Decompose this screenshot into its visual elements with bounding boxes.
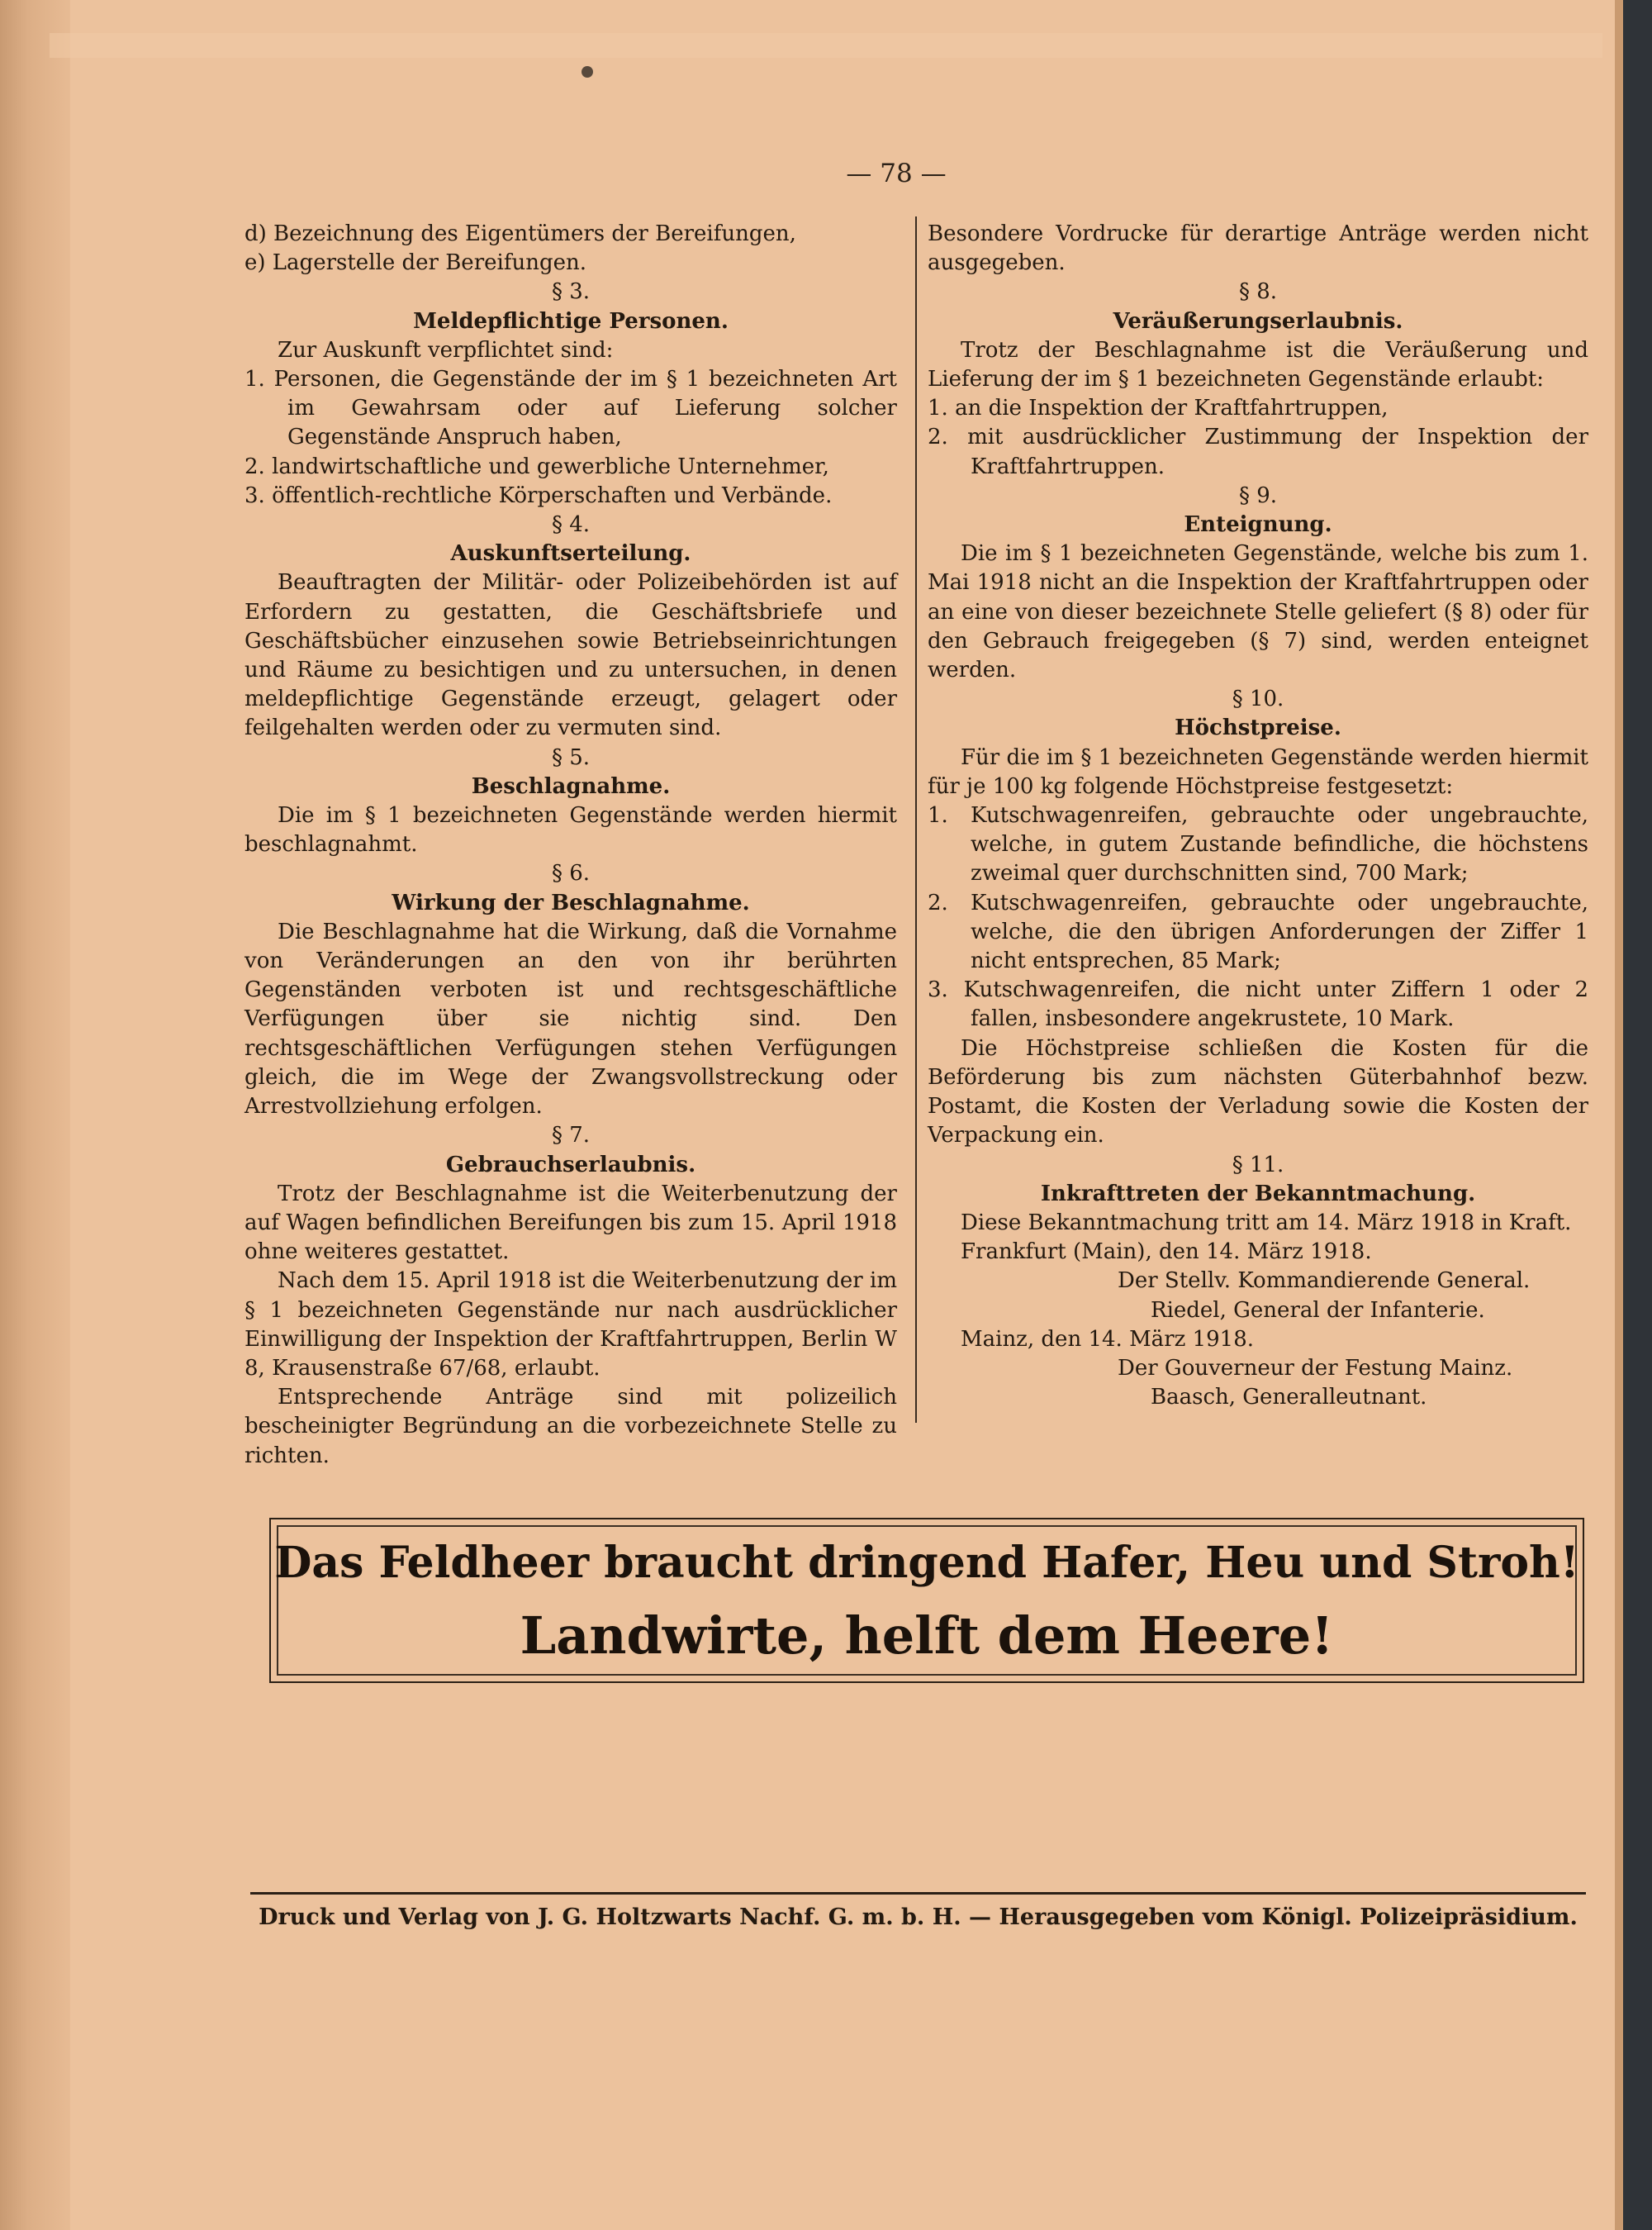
footer-rule (250, 1892, 1586, 1895)
signer-name: Baasch, Generalleutnant. (1151, 1385, 1427, 1410)
list-item: 1. Personen, die Gegenstände der im § 1 bezeichneten Art im Gewahrsam oder auf Lieferung solcher Gegenstände Anspruch haben, (244, 367, 897, 450)
list-item: 3. öffentlich-rechtliche Körperschaften und Verbände. (244, 483, 833, 508)
section-title: Veräußerungserlaubnis. (1113, 308, 1403, 334)
section-number: § 7. (551, 1123, 591, 1148)
section-intro: Trotz der Beschlagnahme ist die Veräußerung und Lieferung der im § 1 bezeichneten Gegenstände erlaubt: (928, 337, 1588, 392)
section-title: Enteignung. (1184, 512, 1332, 538)
section-title: Wirkung der Beschlagnahme. (392, 890, 750, 915)
list-item: 2. mit ausdrücklicher Zustimmung der Inspektion der Kraftfahrtruppen. (928, 425, 1588, 479)
section-title: Beschlagnahme. (471, 773, 671, 799)
right-column (928, 220, 1588, 1412)
section-title: Gebrauchserlaubnis. (445, 1152, 696, 1177)
left-column (244, 220, 897, 1471)
section-number: § 9. (1238, 483, 1278, 508)
signer-title: Der Stellv. Kommandierende General. (1118, 1268, 1531, 1294)
section-text: Die im § 1 bezeichneten Gegenstände werden hiermit beschlagnahmt. (244, 803, 897, 858)
binding-hole (582, 66, 593, 78)
section-text: Trotz der Beschlagnahme ist die Weiterbenutzung der auf Wagen befindlichen Bereifungen bis zum 15. April 1918 ohne weiteres gestattet. (244, 1181, 897, 1265)
list-item: 1. Kutschwagenreifen, gebrauchte oder ungebrauchte, welche, in gutem Zustande befindliche, die höchstens zweimal quer durchschnitten sind, 700 Mark; (928, 803, 1588, 887)
place-date: Frankfurt (Main), den 14. März 1918. (961, 1239, 1372, 1265)
section-intro: Für die im § 1 bezeichneten Gegenstände werden hiermit für je 100 kg folgende Höchstpreise festgesetzt: (928, 744, 1588, 799)
section-text: Besondere Vordrucke für derartige Anträge werden nicht ausgegeben. (928, 221, 1588, 276)
section-text: Nach dem 15. April 1918 ist die Weiterbenutzung der im § 1 bezeichneten Gegenstände nur nach ausdrücklicher Einwilligung der Inspektion der Kraftfahrtruppen, Berlin W 8, Krausenstraße 67/68, erlaubt. (244, 1268, 897, 1381)
section-text: Die im § 1 bezeichneten Gegenstände, welche bis zum 1. Mai 1918 nicht an die Inspektion der Kraftfahrtruppen oder an eine von dieser bezeichnete Stelle geliefert (§ 8) oder für den Gebrauch freigegeben (§ 7) sind, werden enteignet werden. (928, 541, 1588, 683)
place-date: Mainz, den 14. März 1918. (961, 1326, 1255, 1352)
signer-title: Der Gouverneur der Festung Mainz. (1118, 1355, 1513, 1381)
section-text: Die Höchstpreise schließen die Kosten für die Beförderung bis zum nächsten Güterbahnhof bezw. Postamt, die Kosten der Verladung sowie die Kosten der Verpackung ein. (928, 1035, 1588, 1148)
section-number: § 6. (551, 861, 591, 887)
page-top-band (50, 33, 1602, 58)
section-intro: Zur Auskunft verpflichtet sind: (278, 337, 614, 363)
list-item: e) Lagerstelle der Bereifungen. (244, 250, 586, 276)
section-title: Inkrafttreten der Bekanntmachung. (1040, 1181, 1476, 1206)
list-item: 2. Kutschwagenreifen, gebrauchte oder ungebrauchte, welche, die den übrigen Anforderungen der Ziffer 1 nicht entsprechen, 85 Mark; (928, 890, 1588, 974)
section-text: Die Beschlagnahme hat die Wirkung, daß die Vornahme von Veränderungen an den von ihr berührten Gegenständen verboten ist und rechtsgeschäftliche Verfügungen über sie nichtig sind. Den rechtsgeschäftlichen Verfügungen stehen Verfügungen gleich, die im Wege der Zwangsvollstreckung oder Arrestvollziehung erfolgen. (244, 919, 897, 1120)
section-title: Meldepflichtige Personen. (413, 308, 729, 334)
page-number: — 78 — (846, 159, 947, 188)
section-title: Höchstpreise. (1175, 716, 1341, 741)
section-number: § 10. (1232, 687, 1284, 712)
imprint-footer: Druck und Verlag von J. G. Holtzwarts Nachf. G. m. b. H. — Herausgegeben vom Königl. Polizeipräsidium. (259, 1904, 1578, 1930)
section-text: Diese Bekanntmachung tritt am 14. März 1918 in Kraft. (961, 1210, 1572, 1235)
section-number: § 3. (551, 279, 591, 305)
list-item: 1. an die Inspektion der Kraftfahrtruppen, (928, 396, 1389, 421)
section-number: § 8. (1238, 279, 1278, 305)
section-title: Auskunftserteilung. (450, 541, 691, 567)
list-item: d) Bezeichnung des Eigentümers der Bereifungen, (244, 221, 796, 246)
appeal-banner (269, 1518, 1584, 1683)
banner-line-2: Landwirte, helft dem Heere! (520, 1605, 1334, 1666)
section-number: § 11. (1232, 1152, 1284, 1177)
section-number: § 4. (551, 512, 591, 538)
signer-name: Riedel, General der Infanterie. (1151, 1297, 1485, 1323)
page-gutter (0, 0, 70, 2230)
section-text: Beauftragten der Militär- oder Polizeibehörden ist auf Erfordern zu gestatten, die Geschäftsbriefe und Geschäftsbücher einzusehen sowie Betriebseinrichtungen und Räume zu besichtigen und zu untersuchen, in denen meldepflichtige Gegenstände erzeugt, gelagert oder feilgehalten werden oder zu vermuten sind. (244, 570, 897, 741)
section-number: § 5. (551, 744, 591, 770)
section-text: Entsprechende Anträge sind mit polizeilich bescheinigter Begründung an die vorbezeichnete Stelle zu richten. (244, 1385, 897, 1468)
list-item: 3. Kutschwagenreifen, die nicht unter Ziffern 1 oder 2 fallen, insbesondere angekrustete, 10 Mark. (928, 977, 1588, 1032)
column-divider (915, 216, 917, 1423)
list-item: 2. landwirtschaftliche und gewerbliche Unternehmer, (244, 454, 829, 479)
banner-line-1: Das Feldheer braucht dringend Hafer, Heu und Stroh! (274, 1538, 1579, 1588)
